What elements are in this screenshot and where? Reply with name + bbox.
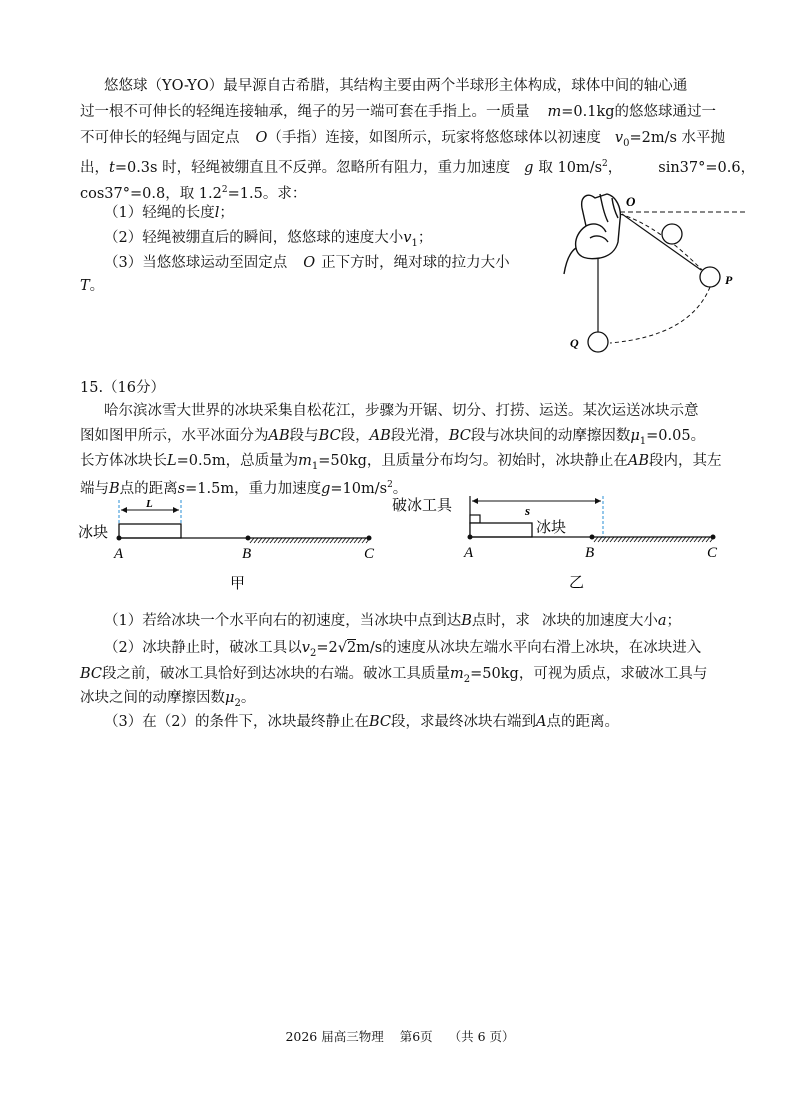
hatch-mark [270, 538, 274, 543]
p14-line-3: 不可伸长的轻绳与固定点 O（手指）连接，如图所示，玩家将悠悠球体以初速度 $v_0=2m/s$ 水平抛 [80, 130, 726, 149]
label-s: s [525, 503, 531, 518]
label-o: O [626, 194, 636, 209]
figure-jia [78, 496, 388, 596]
label-a-jia: A [114, 546, 124, 562]
label-b-yi: B [585, 545, 595, 561]
hand-icon [564, 194, 620, 274]
hatch-mark [306, 538, 310, 543]
hatch-mark [350, 538, 354, 543]
p14-question-3-cont: T。 [80, 278, 105, 294]
p15-question-2-cont-2: 冰块之间的动摩擦因数$\mu_2$。 [80, 690, 256, 709]
footer-grade: 2026 届高三物理 [285, 1029, 384, 1044]
p14-line-5: cos37°=0.8，取 $1.2^2=1.5$。求： [80, 185, 307, 202]
label-a-yi: A [464, 545, 474, 561]
p15-header: 15.（16分） [80, 380, 166, 396]
hatch-mark [690, 537, 694, 542]
hatch-mark [622, 537, 626, 542]
hatch-mark [254, 538, 258, 543]
label-L: L [146, 498, 153, 510]
point-b-yi [590, 535, 595, 540]
hatch-mark [310, 538, 314, 543]
page-footer [0, 1027, 800, 1045]
arrowhead-right-icon [173, 507, 179, 513]
hatch-mark [326, 538, 330, 543]
hatch-mark [626, 537, 630, 542]
string-to-p [622, 214, 701, 270]
hatch-mark [634, 537, 638, 542]
hatch-mark [658, 537, 662, 542]
hatch-mark [650, 537, 654, 542]
point-b-jia [246, 536, 251, 541]
hatch-mark [274, 538, 278, 543]
arc-dashed [610, 287, 710, 343]
hatch-mark [290, 538, 294, 543]
sqrt-icon: √ [337, 640, 347, 656]
label-block-yi: 冰块 [536, 520, 567, 536]
hatch-mark [362, 538, 366, 543]
hatch-mark [258, 538, 262, 543]
hatch-mark [358, 538, 362, 543]
p14-question-1: （1）轻绳的长度l； [104, 205, 234, 221]
hatch-mark [638, 537, 642, 542]
ice-block-yi [470, 523, 532, 537]
p14-line-2: 过一根不可伸长的轻绳连接轴承，绳子的另一端可套在手指上。一质量 m=0.1kg的悠悠球通过一 [80, 104, 717, 120]
p15-line-2: 图如图甲所示，水平冰面分为AB段与BC段，AB段光滑，BC段与冰块间的动摩擦因数$\mu_1=0.05$。 [80, 428, 706, 447]
hatch-mark [614, 537, 618, 542]
hatch-mark [630, 537, 634, 542]
point-a-yi [468, 535, 473, 540]
hatch-mark [702, 537, 706, 542]
label-c-yi: C [707, 545, 718, 561]
label-p: P [725, 273, 733, 287]
caption-jia: 甲 [230, 576, 246, 592]
yoyo-ball-p [700, 267, 720, 287]
p14-line-4: 出，t=0.3s 时，轻绳被绷直且不反弹。忽略所有阻力，重力加速度 g 取 $10m/s^2$， sin37°=0.6， [80, 159, 756, 176]
hatch-mark [694, 537, 698, 542]
hatch-mark [610, 537, 614, 542]
hatch-mark [342, 538, 346, 543]
p15-line-3: 长方体冰块长L=0.5m，总质量为$m_1=50kg$，且质量分布均匀。初始时，冰块静止在AB段内，其左 [80, 453, 722, 472]
hatch-mark [334, 538, 338, 543]
label-block-jia: 冰块 [78, 525, 109, 541]
hatch-mark [670, 537, 674, 542]
arrowhead-s-right-icon [595, 498, 601, 504]
hatch-mark [302, 538, 306, 543]
hatch-mark [330, 538, 334, 543]
p14-question-2: （2）轻绳被绷直后的瞬间，悠悠球的速度大小$v_1$； [104, 230, 433, 249]
hatch-mark [606, 537, 610, 542]
hatch-mark [262, 538, 266, 543]
label-c-jia: C [364, 546, 375, 562]
point-a-jia [117, 536, 122, 541]
friction-hatch-yi [594, 537, 714, 542]
hatch-mark [338, 538, 342, 543]
hatch-mark [318, 538, 322, 543]
label-tool: 破冰工具 [392, 498, 453, 514]
hatch-mark [678, 537, 682, 542]
ice-block-jia [119, 524, 181, 538]
p14-line-1: 悠悠球（YO-YO）最早源自古希腊，其结构主要由两个半球形主体构成，球体中间的轴心通 [104, 78, 688, 94]
p15-question-2: （2）冰块静止时，破冰工具以$v_2=2√2m/s$的速度从冰块左端水平向右滑上冰块，在冰块进入 [104, 640, 702, 659]
hatch-mark [322, 538, 326, 543]
p15-question-3: （3）在（2）的条件下，冰块最终静止在BC段，求最终冰块右端到A点的距离。 [104, 714, 619, 730]
figure-yi [392, 494, 722, 594]
trajectory-dashed [620, 214, 708, 276]
hatch-mark [654, 537, 658, 542]
p15-line-1: 哈尔滨冰雪大世界的冰块采集自松花江，步骤为开锯、切分、打捞、运送。某次运送冰块示意 [104, 403, 699, 419]
hatch-mark [250, 538, 254, 543]
p15-line-4: 端与B点的距离s=1.5m，重力加速度$g=10m/s^2$。 [80, 480, 408, 497]
hatch-mark [266, 538, 270, 543]
yoyo-ball-upper [662, 224, 682, 244]
yoyo-figure [560, 186, 750, 362]
footer-total: （共 6 页） [448, 1029, 515, 1044]
p14-question-3: （3）当悠悠球运动至固定点 O 正下方时，绳对球的拉力大小 [104, 255, 510, 271]
p15-question-2-cont-1: BC段之前，破冰工具恰好到达冰块的右端。破冰工具质量$m_2=50kg$，可视为质点，求破冰工具与 [80, 666, 708, 685]
hatch-mark [598, 537, 602, 542]
hatch-mark [278, 538, 282, 543]
hatch-mark [294, 538, 298, 543]
hatch-mark [698, 537, 702, 542]
point-c-jia [367, 536, 372, 541]
hatch-mark [594, 537, 598, 542]
label-q: Q [570, 336, 579, 350]
hatch-mark [618, 537, 622, 542]
ice-breaker-tool [470, 515, 480, 523]
hatch-mark [314, 538, 318, 543]
p15-question-1: （1）若给冰块一个水平向右的初速度，当冰块中点到达B点时，求 冰块的加速度大小a； [104, 613, 682, 629]
hatch-mark [354, 538, 358, 543]
label-b-jia: B [242, 546, 252, 562]
hatch-mark [682, 537, 686, 542]
hatch-mark [286, 538, 290, 543]
footer-page: 第6页 [399, 1029, 433, 1044]
hatch-mark [674, 537, 678, 542]
hatch-mark [346, 538, 350, 543]
arrowhead-s-left-icon [472, 498, 478, 504]
hatch-mark [662, 537, 666, 542]
friction-hatch-jia [250, 538, 370, 543]
yoyo-ball-q [588, 332, 608, 352]
hatch-mark [666, 537, 670, 542]
hatch-mark [646, 537, 650, 542]
hatch-mark [298, 538, 302, 543]
hatch-mark [706, 537, 710, 542]
caption-yi: 乙 [569, 575, 585, 591]
arrowhead-left-icon [121, 507, 127, 513]
hatch-mark [282, 538, 286, 543]
point-c-yi [711, 535, 716, 540]
hatch-mark [686, 537, 690, 542]
hatch-mark [642, 537, 646, 542]
